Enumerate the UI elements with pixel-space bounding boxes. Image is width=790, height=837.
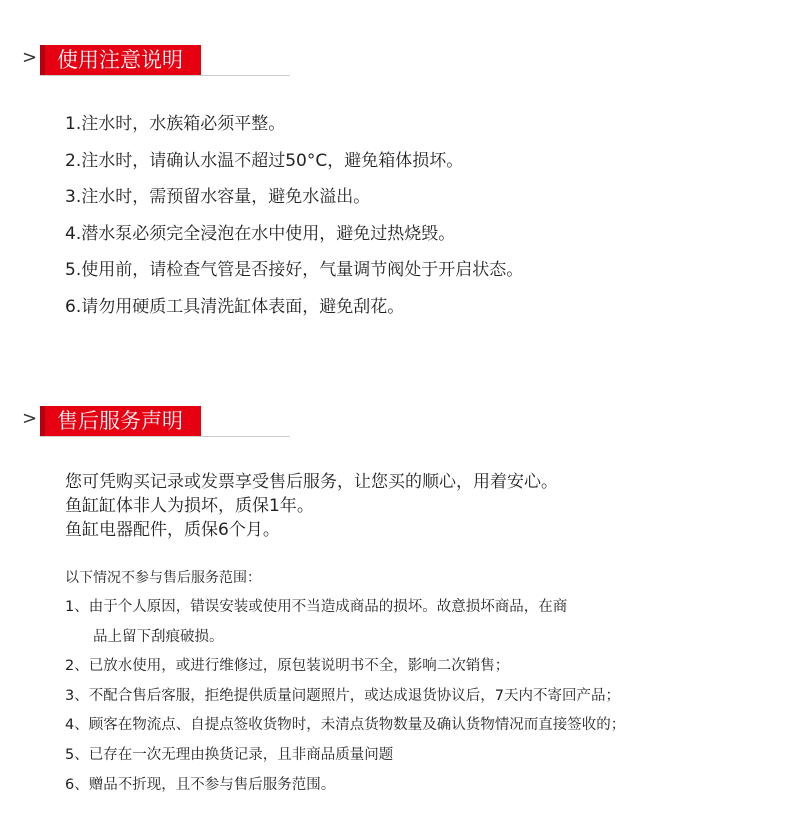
exclusion-item-text: 1、由于个人原因，错误安装或使用不当造成商品的损坏。故意损坏商品，在商 — [65, 599, 568, 615]
exclusion-item-text: 3、不配合售后客服，拒绝提供质量问题照片，或达成退货协议后，7天内不寄回产品； — [65, 687, 620, 704]
exclusion-item — [65, 686, 625, 706]
service-intro-line: 鱼缸缸体非人为损坏，质保1年。 — [65, 496, 314, 516]
service-section-title: 售后服务声明 — [40, 406, 201, 436]
usage-note: 4.潜水泵必须完全浸泡在水中使用，避免过热烧毁。 — [65, 223, 456, 244]
service-intro-list — [65, 470, 558, 542]
exclusion-item — [65, 597, 625, 647]
exclusion-item — [65, 775, 625, 795]
usage-section-header — [22, 45, 292, 75]
service-intro-line: 您可凭购买记录或发票享受售后服务，让您买的顺心，用着安心。 — [65, 472, 558, 492]
chevron-right-icon: > — [22, 47, 38, 68]
exclusion-item-text: 2、已放水使用，或进行维修过，原包装说明书不全，影响二次销售； — [65, 658, 510, 675]
exclusion-item-text: 6、赠品不折现，且不参与售后服务范围。 — [65, 776, 336, 793]
usage-note: 6.请勿用硬质工具清洗缸体表面，避免刮花。 — [65, 296, 405, 317]
usage-section-title: 使用注意说明 — [40, 45, 201, 75]
service-intro-line: 鱼缸电器配件，质保6个月。 — [65, 520, 280, 540]
exclusion-item — [65, 656, 625, 676]
exclusion-item-text: 5、已存在一次无理由换货记录，且非商品质量问题 — [65, 746, 394, 763]
usage-note: 2.注水时，请确认水温不超过50°C，避免箱体损坏。 — [65, 150, 464, 171]
usage-note: 3.注水时，需预留水容量，避免水溢出。 — [65, 187, 371, 207]
service-section-header — [22, 406, 292, 436]
exclusion-item-continuation: 品上留下刮痕破损。 — [93, 628, 224, 645]
usage-note: 1.注水时，水族箱必须平整。 — [65, 114, 286, 134]
exclusion-item — [65, 745, 625, 765]
exclusion-title: 以下情况不参与售后服务范围： — [65, 570, 261, 586]
exclusion-item-text: 4、顾客在物流点、自提点签收货物时，未清点货物数量及确认货物情况而直接签收的； — [65, 717, 626, 734]
divider — [40, 75, 290, 76]
exclusion-list — [65, 597, 625, 804]
usage-note: 5.使用前，请检查气管是否接好，气量调节阀处于开启状态。 — [65, 260, 524, 280]
usage-notes-list — [65, 112, 523, 331]
exclusion-item — [65, 715, 625, 735]
chevron-right-icon: > — [22, 408, 38, 429]
divider — [40, 436, 290, 437]
